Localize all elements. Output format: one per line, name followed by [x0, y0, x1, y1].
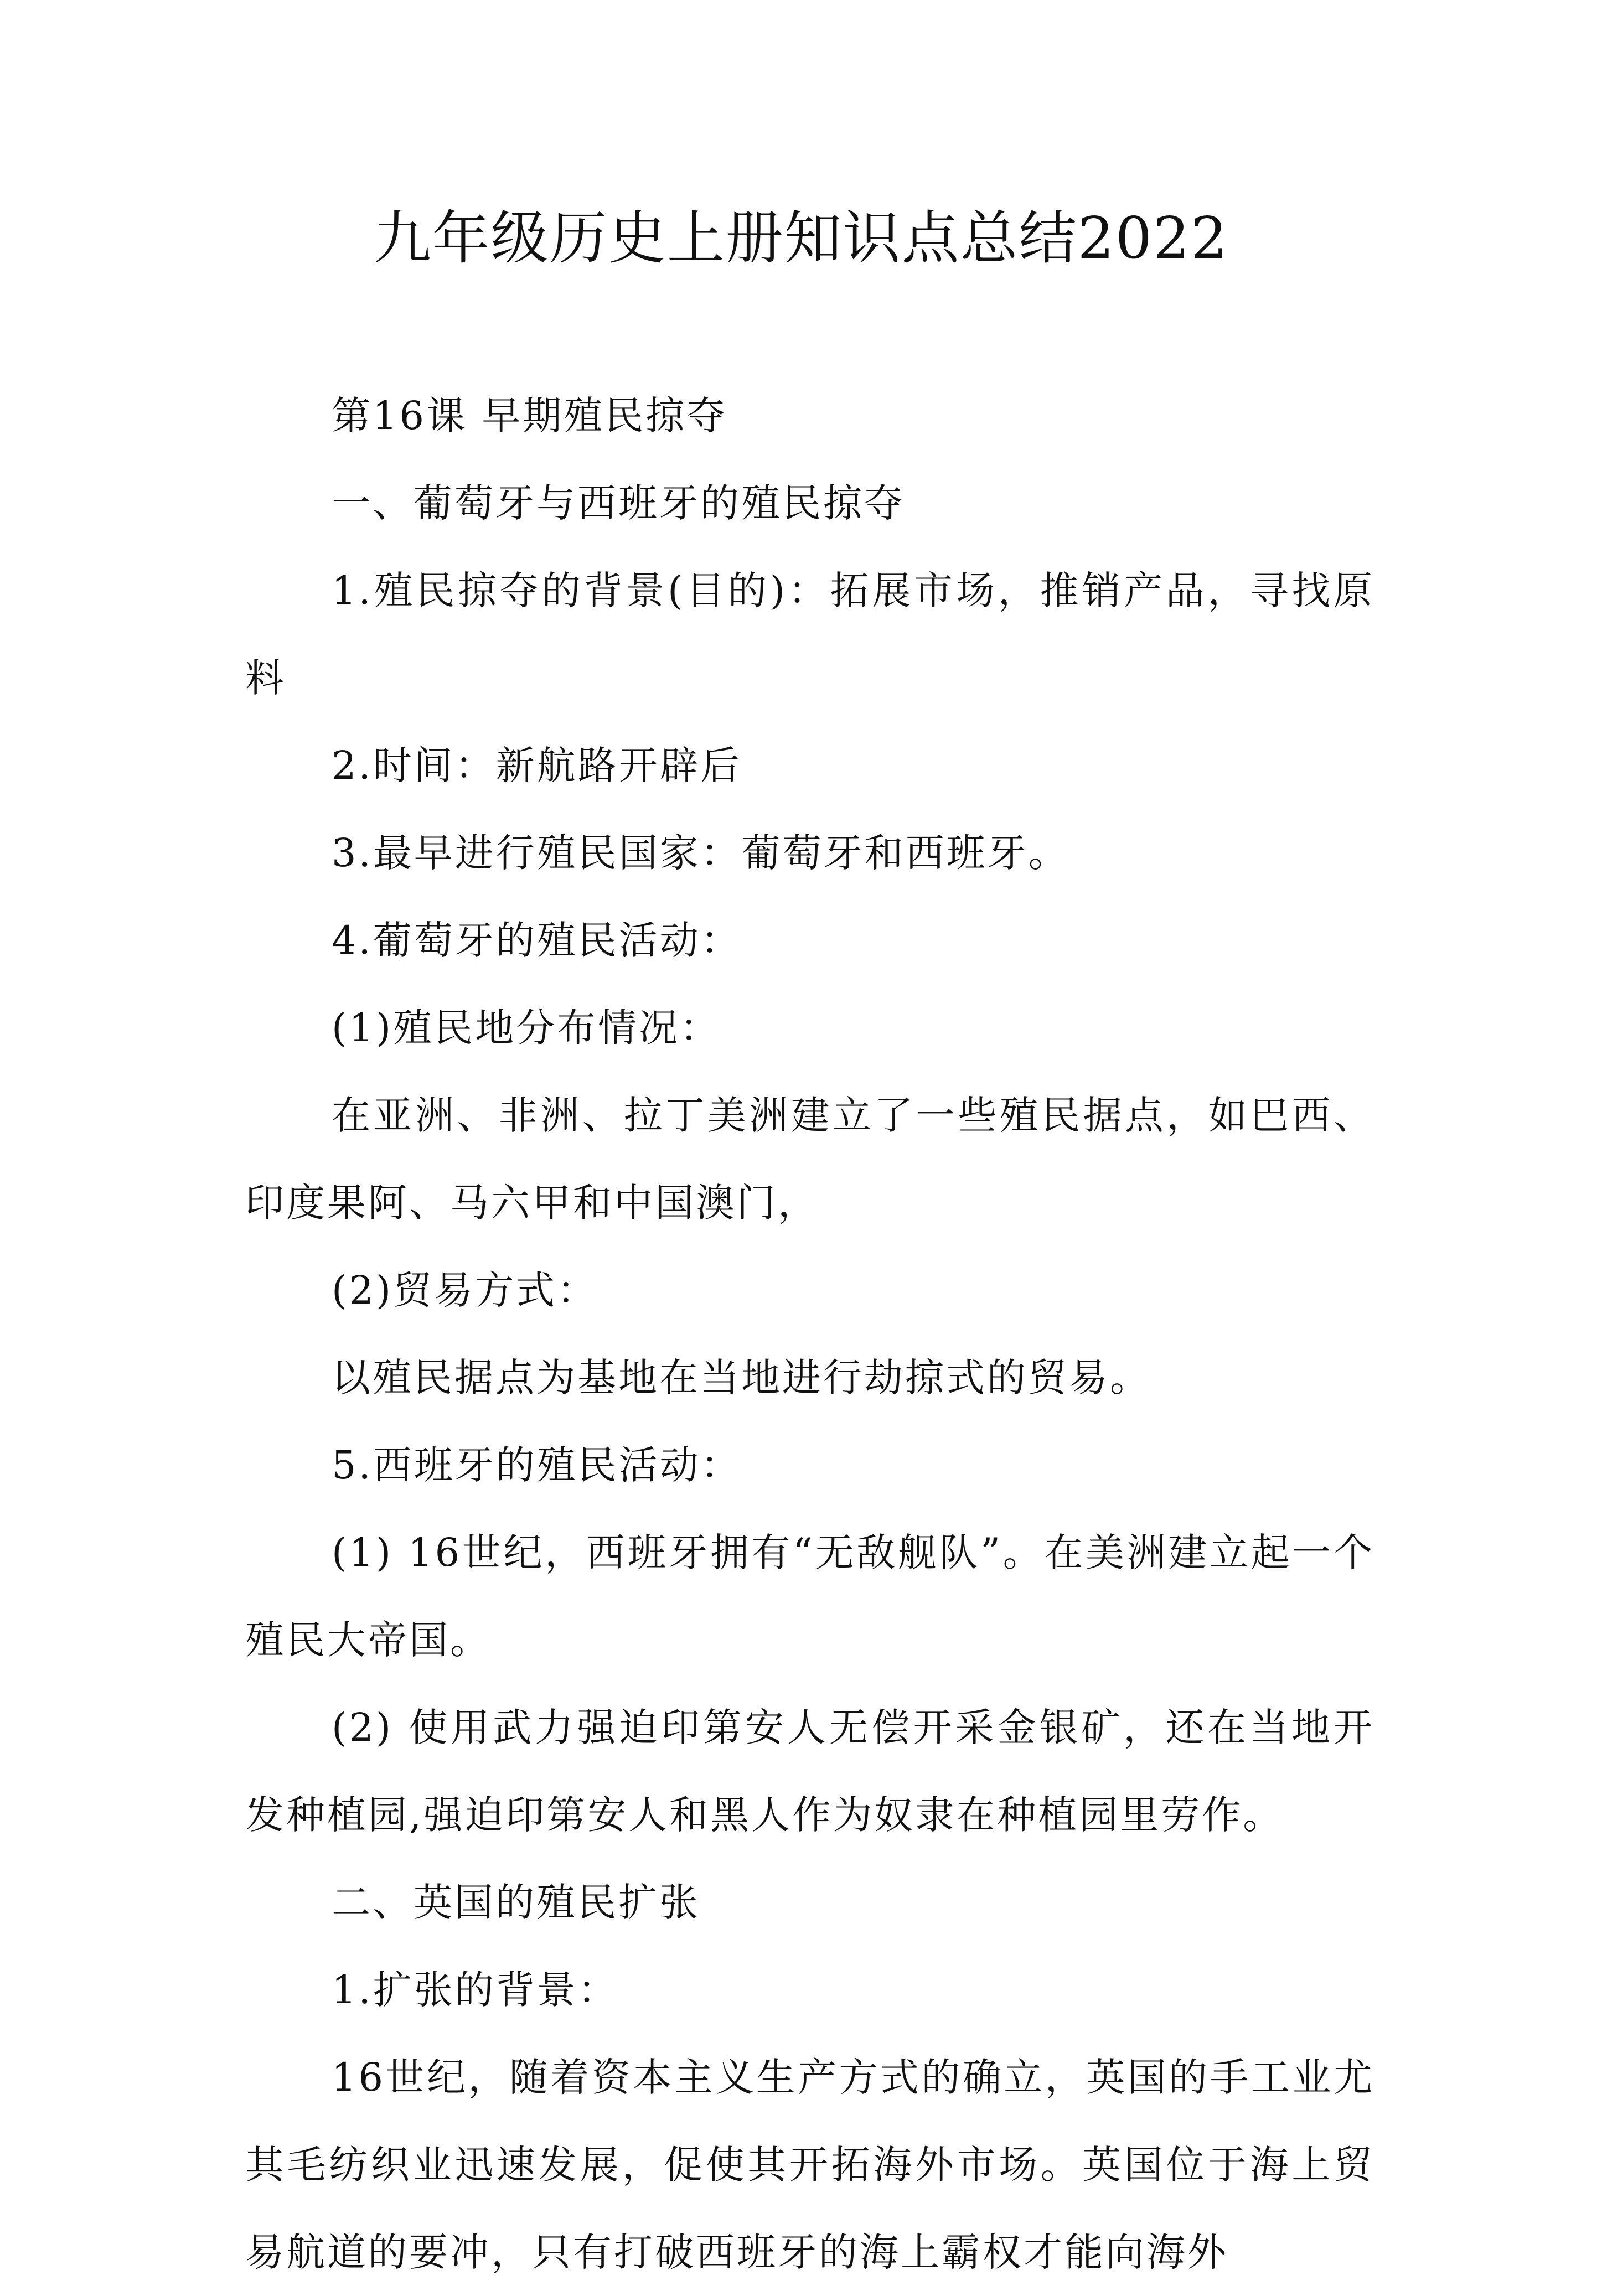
document-title: 九年级历史上册知识点总结2022: [373, 204, 1229, 272]
paragraph: 3.最早进行殖民国家：葡萄牙和西班牙。: [332, 830, 1069, 876]
document-body: [245, 372, 1374, 2296]
paragraph: (2) 使用武力强迫印第安人无偿开采金银矿，还在当地开发种植园,强迫印第安人和黑人作为奴隶在种植园里劳作。: [245, 1705, 1374, 1838]
lesson-heading: 第16课 早期殖民掠夺: [332, 393, 728, 438]
paragraph: (2)贸易方式：: [332, 1268, 598, 1313]
paragraph: (1) 16世纪，西班牙拥有“无敌舰队”。在美洲建立起一个殖民大帝国。: [245, 1530, 1374, 1663]
paragraph: (1)殖民地分布情况：: [332, 1005, 721, 1051]
paragraph: 5.西班牙的殖民活动：: [332, 1442, 742, 1488]
paragraph: 16世纪，随着资本主义生产方式的确立，英国的手工业尤其毛纺织业迅速发展，促使其开拓海外市场。英国位于海上贸易航道的要冲，只有打破西班牙的海上霸权才能向海外: [245, 2055, 1374, 2275]
paragraph: 以殖民据点为基地在当地进行劫掠式的贸易。: [332, 1355, 1151, 1400]
paragraph: 在亚洲、非洲、拉丁美洲建立了一些殖民据点，如巴西、印度果阿、马六甲和中国澳门，: [245, 1093, 1374, 1225]
paragraph: 4.葡萄牙的殖民活动：: [332, 918, 742, 963]
paragraph: 2.时间：新航路开辟后: [332, 743, 742, 788]
paragraph: 1.扩张的背景：: [332, 1967, 619, 2013]
paragraph: 1.殖民掠夺的背景(目的)：拓展市场，推销产品，寻找原料: [245, 568, 1374, 701]
section-heading-2: 二、英国的殖民扩张: [332, 1880, 700, 1925]
section-heading-1: 一、葡萄牙与西班牙的殖民掠夺: [332, 480, 905, 526]
